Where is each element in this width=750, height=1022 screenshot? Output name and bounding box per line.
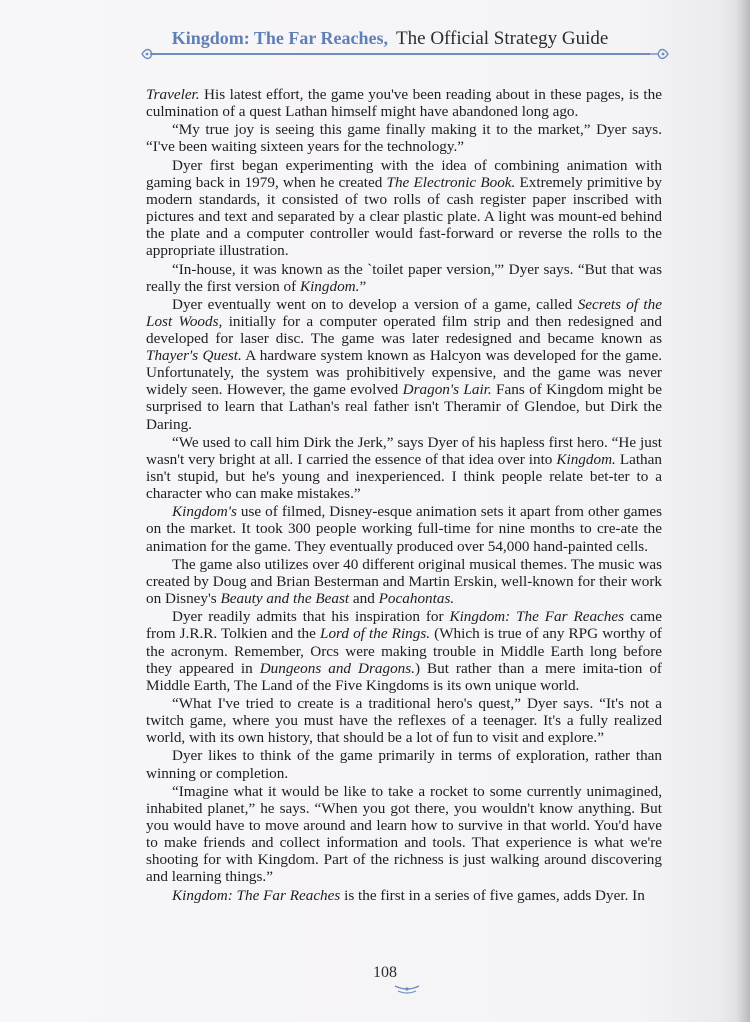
- body-paragraph: “Imagine what it would be like to take a rocket to some currently unimagined, inhabited planet,” he says. “When you got there, you wouldn't know anything. But you would have to move around and learn how to survive in that world. You'd have to make friends and collect information and tools. That experience is what we're shooting for with Kingdom. Part of the richness is just walking around discovering and learning things.”: [146, 782, 662, 886]
- italic-title: The Electronic Book.: [386, 173, 516, 191]
- italic-title: Dungeons and Dragons.: [259, 659, 415, 677]
- italic-title: Secrets of the Lost Woods,: [146, 295, 662, 330]
- body-paragraph: “In-house, it was known as the `toilet paper version,'” Dyer says. “But that was really the first version of Kingdom.”: [146, 260, 662, 295]
- body-paragraph: The game also utilizes over 40 different original musical themes. The music was created by Doug and Brian Besterman and Martin Erskin, well-known for their work on Disney's Beauty and the Beast and Pocahontas.: [146, 555, 662, 608]
- fleuron-icon: [648, 44, 670, 64]
- body-text: [146, 86, 662, 905]
- italic-title: Dragon's Lair.: [402, 381, 492, 399]
- body-paragraph: Dyer eventually went on to develop a version of a game, called Secrets of the Lost Woods, initially for a computer operated film strip and then redesigned and developed for laser disc. The game was later redesigned and became known as Thayer's Quest. A hardware system known as Halcyon was developed for the game. Unfortunately, the system was prohibitively expensive, and the game was never widely seen. However, the game evolved Dragon's Lair. Fans of Kingdom might be surprised to learn that Lathan's real father isn't Theramir of Glendoe, but Dirk the Daring.: [146, 295, 662, 433]
- italic-title: Kingdom.: [556, 450, 616, 468]
- italic-title: Traveler.: [146, 86, 200, 103]
- body-paragraph: “What I've tried to create is a traditional hero's quest,” Dyer says. “It's not a twitch game, where you must have the reflexes of a teenager. It's a fully realized world, with its own history, that should be a lot of fun to visit and explore.”: [146, 694, 662, 747]
- body-paragraph: “My true joy is seeing this game finally making it to the market,” Dyer says. “I've been waiting sixteen years for the technology.”: [146, 121, 662, 156]
- page-number: 108: [373, 964, 397, 981]
- scroll-ornament-icon: [392, 980, 422, 996]
- italic-title: Kingdom: The Far Reaches: [449, 608, 625, 626]
- body-paragraph: “We used to call him Dirk the Jerk,” says Dyer of his hapless first hero. “He just wasn't very bright at all. I carried the essence of that idea over into Kingdom. Lathan isn't stupid, but he's young and inexperienced. I think people relate bet-ter to a character who can make mistakes.”: [146, 433, 662, 503]
- italic-title: Lord of the Rings.: [320, 625, 431, 643]
- page-gutter-shadow: [736, 0, 750, 1022]
- italic-title: Kingdom: The Far Reaches: [172, 886, 341, 904]
- italic-title: Kingdom.: [299, 277, 360, 295]
- header-guide-title: The Official Strategy Guide: [396, 28, 609, 49]
- body-paragraph: Kingdom's use of filmed, Disney-esque animation sets it apart from other games on the market. It took 300 people working full-time for nine months to cre-ate the animation for the game. They eventually produced over 54,000 hand-painted cells.: [146, 503, 662, 555]
- header-rule: [150, 53, 650, 55]
- italic-title: Beauty and the Beast: [220, 590, 350, 608]
- body-paragraph: Kingdom: The Far Reaches is the first in a series of five games, adds Dyer. In: [172, 886, 645, 904]
- body-paragraph: Dyer readily admits that his inspiration for Kingdom: The Far Reaches came from J.R.R. Tolkien and the Lord of the Rings. (Which is true of any RPG worthy of the acronym. Remember, Orcs were making trouble in Middle Earth long before they appeared in Dungeons and Dragons.) But rather than a mere imita-tion of Middle Earth, The Land of the Five Kingdoms is its own unique world.: [146, 608, 662, 694]
- header-series-title: Kingdom: The Far Reaches,: [171, 28, 389, 48]
- body-paragraph: Traveler. His latest effort, the game you've been reading about in these pages, is the culmination of a quest Lathan himself might have abandoned long ago.: [146, 86, 662, 121]
- italic-title: Kingdom's: [172, 503, 237, 521]
- body-paragraph: Dyer likes to think of the game primarily in terms of exploration, rather than winning or completion.: [146, 747, 662, 782]
- italic-title: Pocahontas.: [378, 590, 455, 608]
- italic-title: Thayer's Quest.: [146, 347, 242, 365]
- body-paragraph: Dyer first began experimenting with the idea of combining animation with gaming back in 1979, when he created The Electronic Book. Extremely primitive by modern standards, it consisted of two rolls of cash register paper inscribed with pictures and text and separated by a clear plastic plate. A light was mount-ed behind the plate and a computer controller would fast-forward or reverse the rolls to the appropriate illustration.: [146, 156, 662, 260]
